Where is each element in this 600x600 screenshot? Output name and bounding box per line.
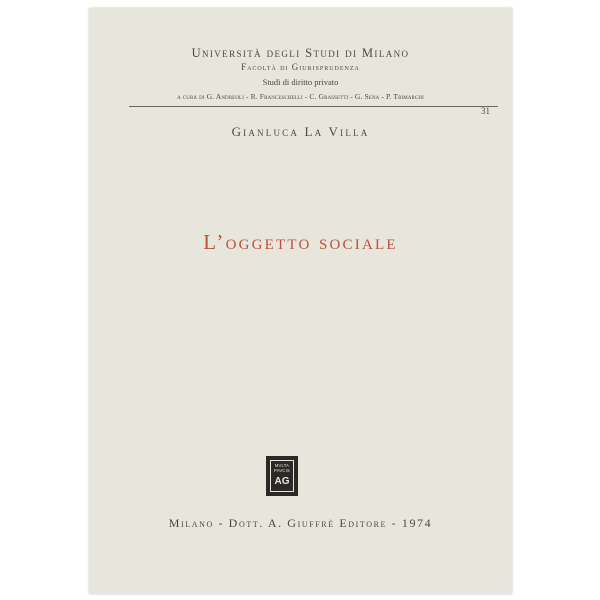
series-number: 31 bbox=[481, 106, 490, 116]
logo-motto-line1: MVLTA bbox=[274, 463, 290, 468]
series-name: Studi di diritto privato bbox=[262, 77, 339, 87]
author-name: Gianluca La Villa bbox=[231, 124, 370, 139]
logo-monogram: AG bbox=[274, 476, 290, 487]
book-title-page bbox=[89, 8, 512, 594]
faculty-name: Facoltà di Giurisprudenza bbox=[241, 62, 360, 72]
publisher-logo bbox=[266, 456, 298, 496]
logo-motto-line2: PAVCIS bbox=[274, 468, 290, 473]
header-divider bbox=[129, 106, 498, 107]
publisher-imprint: Milano - Dott. A. Giuffrè Editore - 1974 bbox=[168, 516, 433, 530]
series-editors: a cura di G. Andreoli - R. Franceschelli - C. Grassetti - G. Sena - P. Trimarchi bbox=[177, 92, 424, 101]
university-name: Università degli Studi di Milano bbox=[191, 46, 410, 60]
book-title: L’oggetto sociale bbox=[203, 230, 398, 254]
